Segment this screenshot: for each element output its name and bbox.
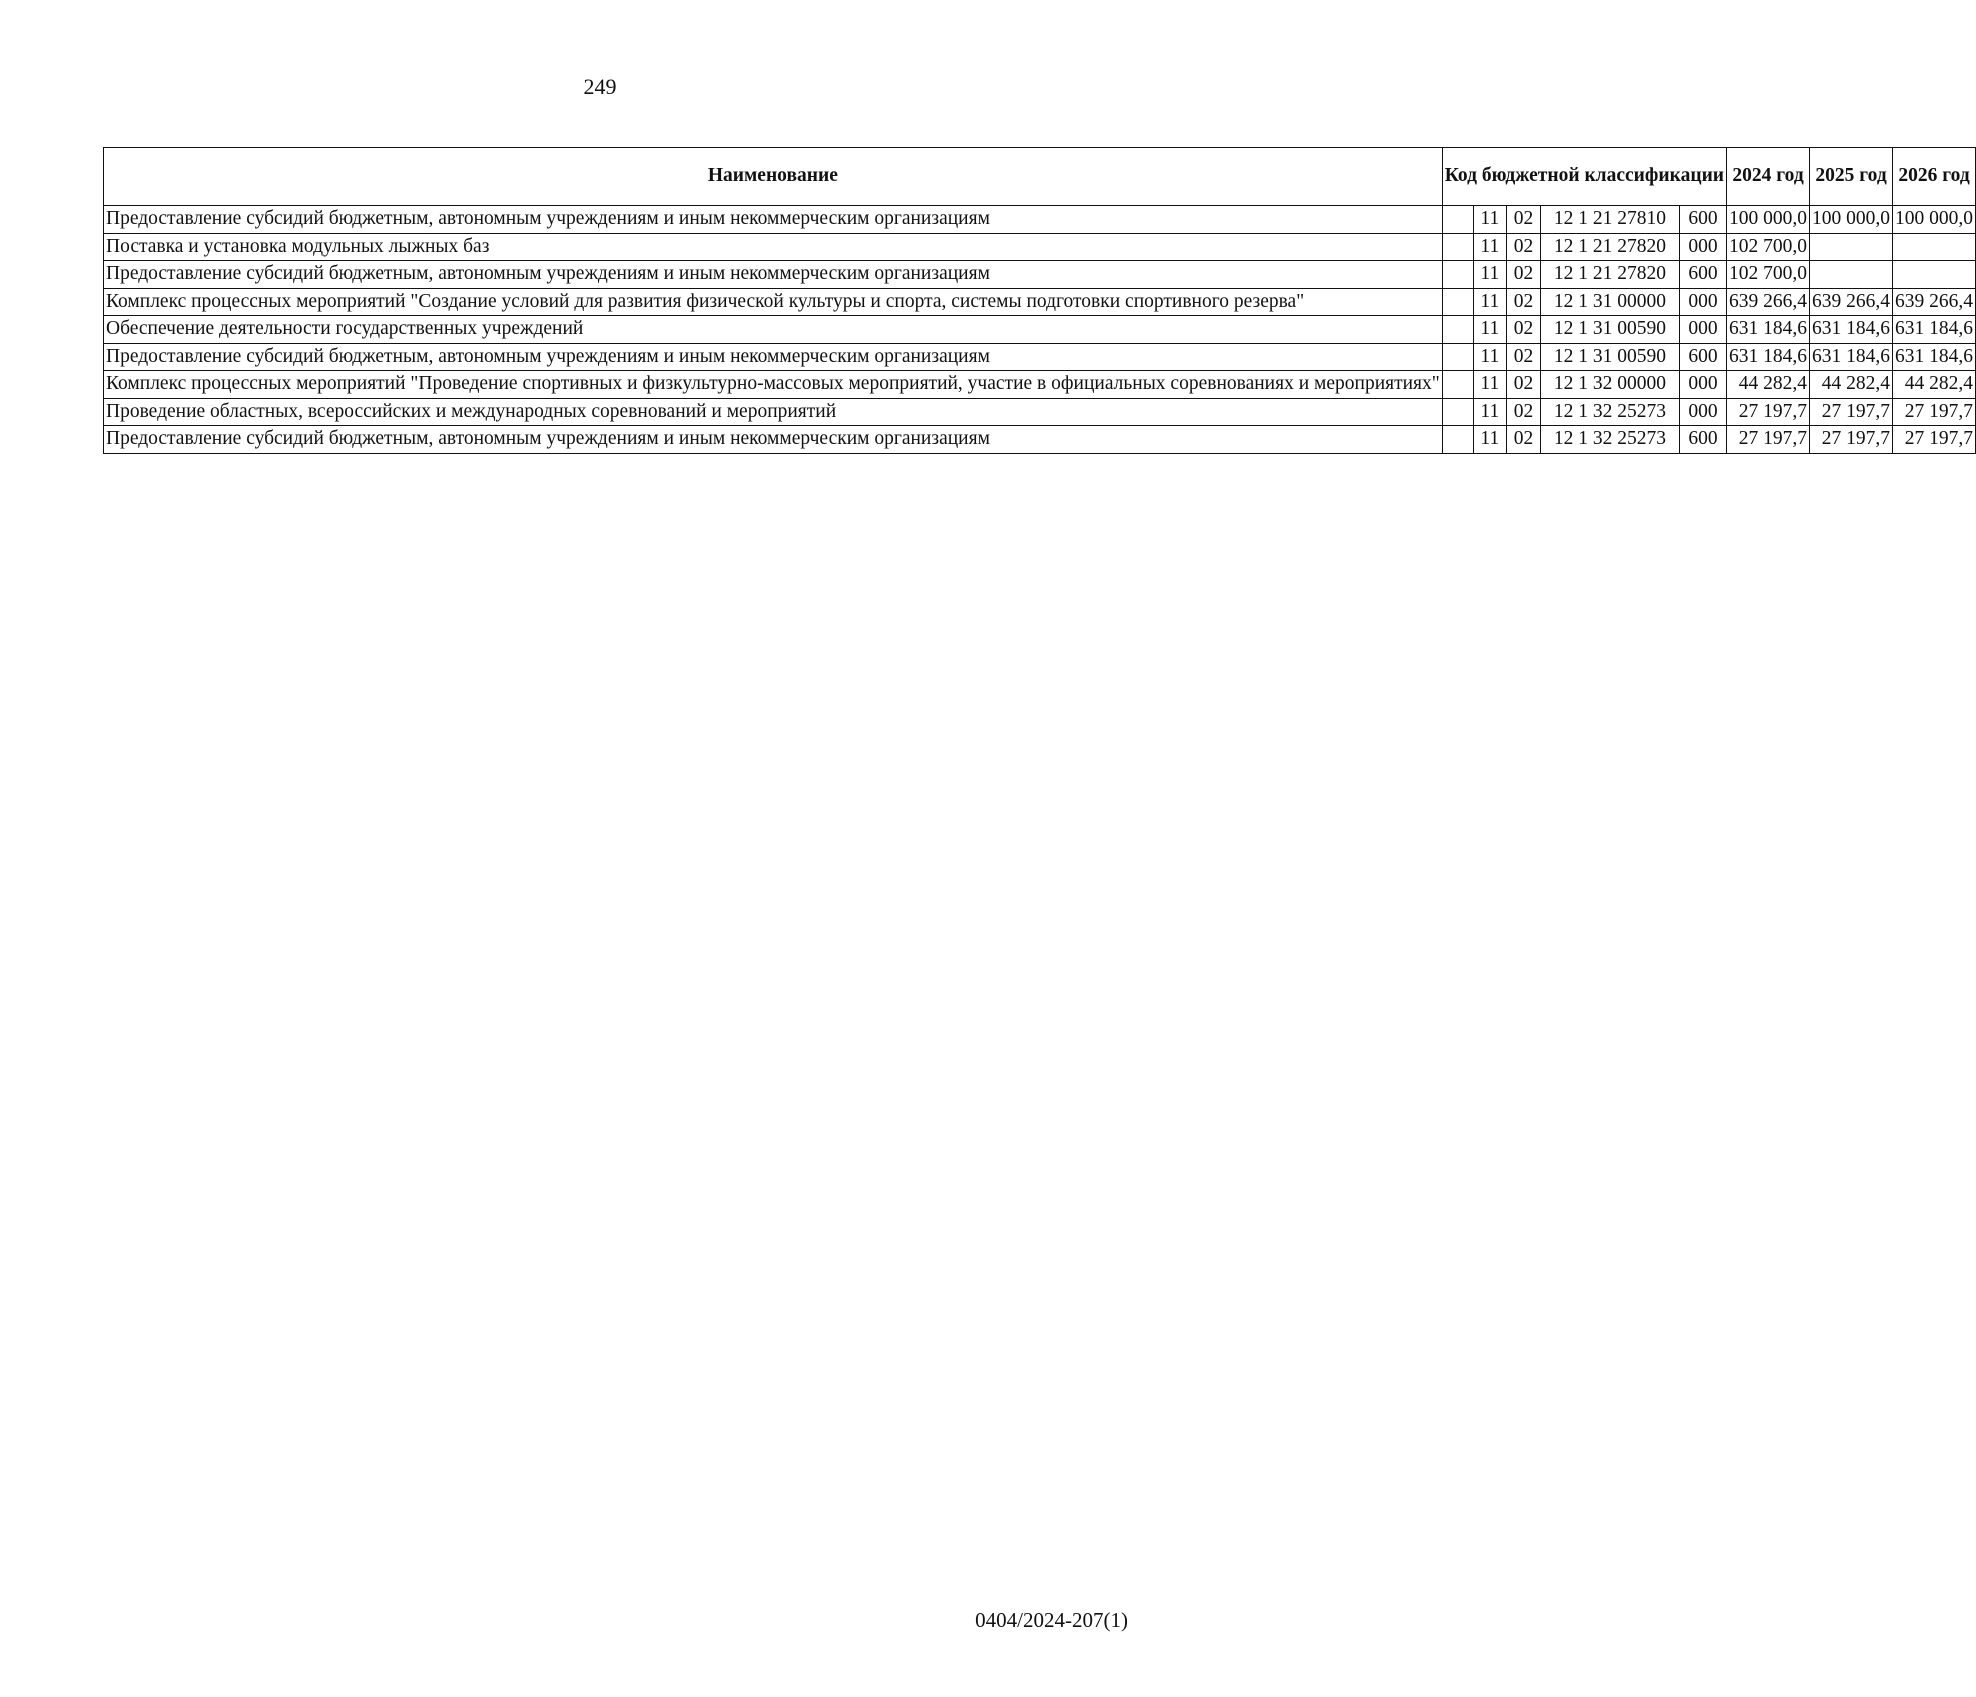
row-value-2024: 631 184,6 [1727,316,1810,344]
table-row [104,371,1976,399]
table-row [104,206,1976,234]
row-name: Предоставление субсидий бюджетным, автономным учреждениям и иным некоммерческим организациям [104,261,1443,289]
row-value-2025: 631 184,6 [1810,316,1893,344]
row-expense-type: 000 [1679,398,1726,426]
row-name: Предоставление субсидий бюджетным, автономным учреждениям и иным некоммерческим организациям [104,426,1443,454]
row-subsection: 02 [1506,288,1540,316]
row-value-2024: 631 184,6 [1727,343,1810,371]
row-expense-type: 600 [1679,261,1726,289]
row-value-2025: 639 266,4 [1810,288,1893,316]
row-value-2025 [1810,261,1893,289]
row-section: 11 [1473,398,1506,426]
row-value-2026: 639 266,4 [1893,288,1976,316]
table-row [104,343,1976,371]
row-expense-type: 000 [1679,288,1726,316]
row-blank [1442,233,1473,261]
table-row [104,398,1976,426]
row-subsection: 02 [1506,233,1540,261]
row-value-2026 [1893,261,1976,289]
row-section: 11 [1473,288,1506,316]
row-value-2024: 639 266,4 [1727,288,1810,316]
row-value-2024: 100 000,0 [1727,206,1810,234]
row-value-2025 [1810,233,1893,261]
row-value-2024: 102 700,0 [1727,233,1810,261]
row-value-2024: 102 700,0 [1727,261,1810,289]
row-value-2026: 631 184,6 [1893,316,1976,344]
row-name: Предоставление субсидий бюджетным, автономным учреждениям и иным некоммерческим организациям [104,206,1443,234]
row-value-2025: 27 197,7 [1810,426,1893,454]
row-target-code: 12 1 32 00000 [1541,371,1680,399]
row-blank [1442,316,1473,344]
row-value-2025: 27 197,7 [1810,398,1893,426]
row-name: Обеспечение деятельности государственных учреждений [104,316,1443,344]
header-2024: 2024 год [1727,148,1810,206]
table-row [104,288,1976,316]
row-name: Поставка и установка модульных лыжных баз [104,233,1443,261]
row-target-code: 12 1 31 00000 [1541,288,1680,316]
row-target-code: 12 1 32 25273 [1541,426,1680,454]
row-value-2026: 27 197,7 [1893,398,1976,426]
row-blank [1442,398,1473,426]
row-expense-type: 000 [1679,371,1726,399]
row-value-2026 [1893,233,1976,261]
row-blank [1442,261,1473,289]
page-number: 249 [583,74,617,99]
table-body [104,206,1976,454]
row-section: 11 [1473,426,1506,454]
row-name: Предоставление субсидий бюджетным, автономным учреждениям и иным некоммерческим организациям [104,343,1443,371]
row-value-2024: 27 197,7 [1727,398,1810,426]
row-subsection: 02 [1506,316,1540,344]
row-section: 11 [1473,316,1506,344]
row-target-code: 12 1 21 27810 [1541,206,1680,234]
row-blank [1442,288,1473,316]
row-blank [1442,343,1473,371]
row-expense-type: 000 [1679,233,1726,261]
document-code: 0404/2024-207(1) [975,1608,1128,1632]
row-section: 11 [1473,261,1506,289]
row-blank [1442,426,1473,454]
row-section: 11 [1473,233,1506,261]
row-value-2024: 27 197,7 [1727,426,1810,454]
row-expense-type: 600 [1679,343,1726,371]
row-name: Проведение областных, всероссийских и международных соревнований и мероприятий [104,398,1443,426]
row-section: 11 [1473,371,1506,399]
row-name: Комплекс процессных мероприятий "Проведение спортивных и физкультурно-массовых мероприятий, участие в официальных соревнованиях и мероприятиях" [104,371,1443,399]
table-row [104,426,1976,454]
row-section: 11 [1473,343,1506,371]
table-row [104,261,1976,289]
row-subsection: 02 [1506,261,1540,289]
row-subsection: 02 [1506,343,1540,371]
row-expense-type: 600 [1679,426,1726,454]
table-header-row [104,148,1976,206]
budget-table [103,147,1976,454]
row-subsection: 02 [1506,398,1540,426]
row-value-2026: 631 184,6 [1893,343,1976,371]
row-value-2026: 100 000,0 [1893,206,1976,234]
header-code: Код бюджетной классификации [1442,148,1726,206]
table-row [104,233,1976,261]
row-value-2024: 44 282,4 [1727,371,1810,399]
header-2025: 2025 год [1810,148,1893,206]
row-blank [1442,371,1473,399]
table-row [104,316,1976,344]
row-value-2026: 44 282,4 [1893,371,1976,399]
row-target-code: 12 1 31 00590 [1541,316,1680,344]
row-blank [1442,206,1473,234]
row-name: Комплекс процессных мероприятий "Создание условий для развития физической культуры и спорта, системы подготовки спортивного резерва" [104,288,1443,316]
row-section: 11 [1473,206,1506,234]
row-value-2025: 44 282,4 [1810,371,1893,399]
row-target-code: 12 1 32 25273 [1541,398,1680,426]
row-value-2025: 631 184,6 [1810,343,1893,371]
row-value-2025: 100 000,0 [1810,206,1893,234]
row-target-code: 12 1 21 27820 [1541,233,1680,261]
row-target-code: 12 1 31 00590 [1541,343,1680,371]
row-expense-type: 600 [1679,206,1726,234]
row-expense-type: 000 [1679,316,1726,344]
row-subsection: 02 [1506,426,1540,454]
row-value-2026: 27 197,7 [1893,426,1976,454]
header-2026: 2026 год [1893,148,1976,206]
row-target-code: 12 1 21 27820 [1541,261,1680,289]
row-subsection: 02 [1506,371,1540,399]
header-name: Наименование [104,148,1443,206]
row-subsection: 02 [1506,206,1540,234]
